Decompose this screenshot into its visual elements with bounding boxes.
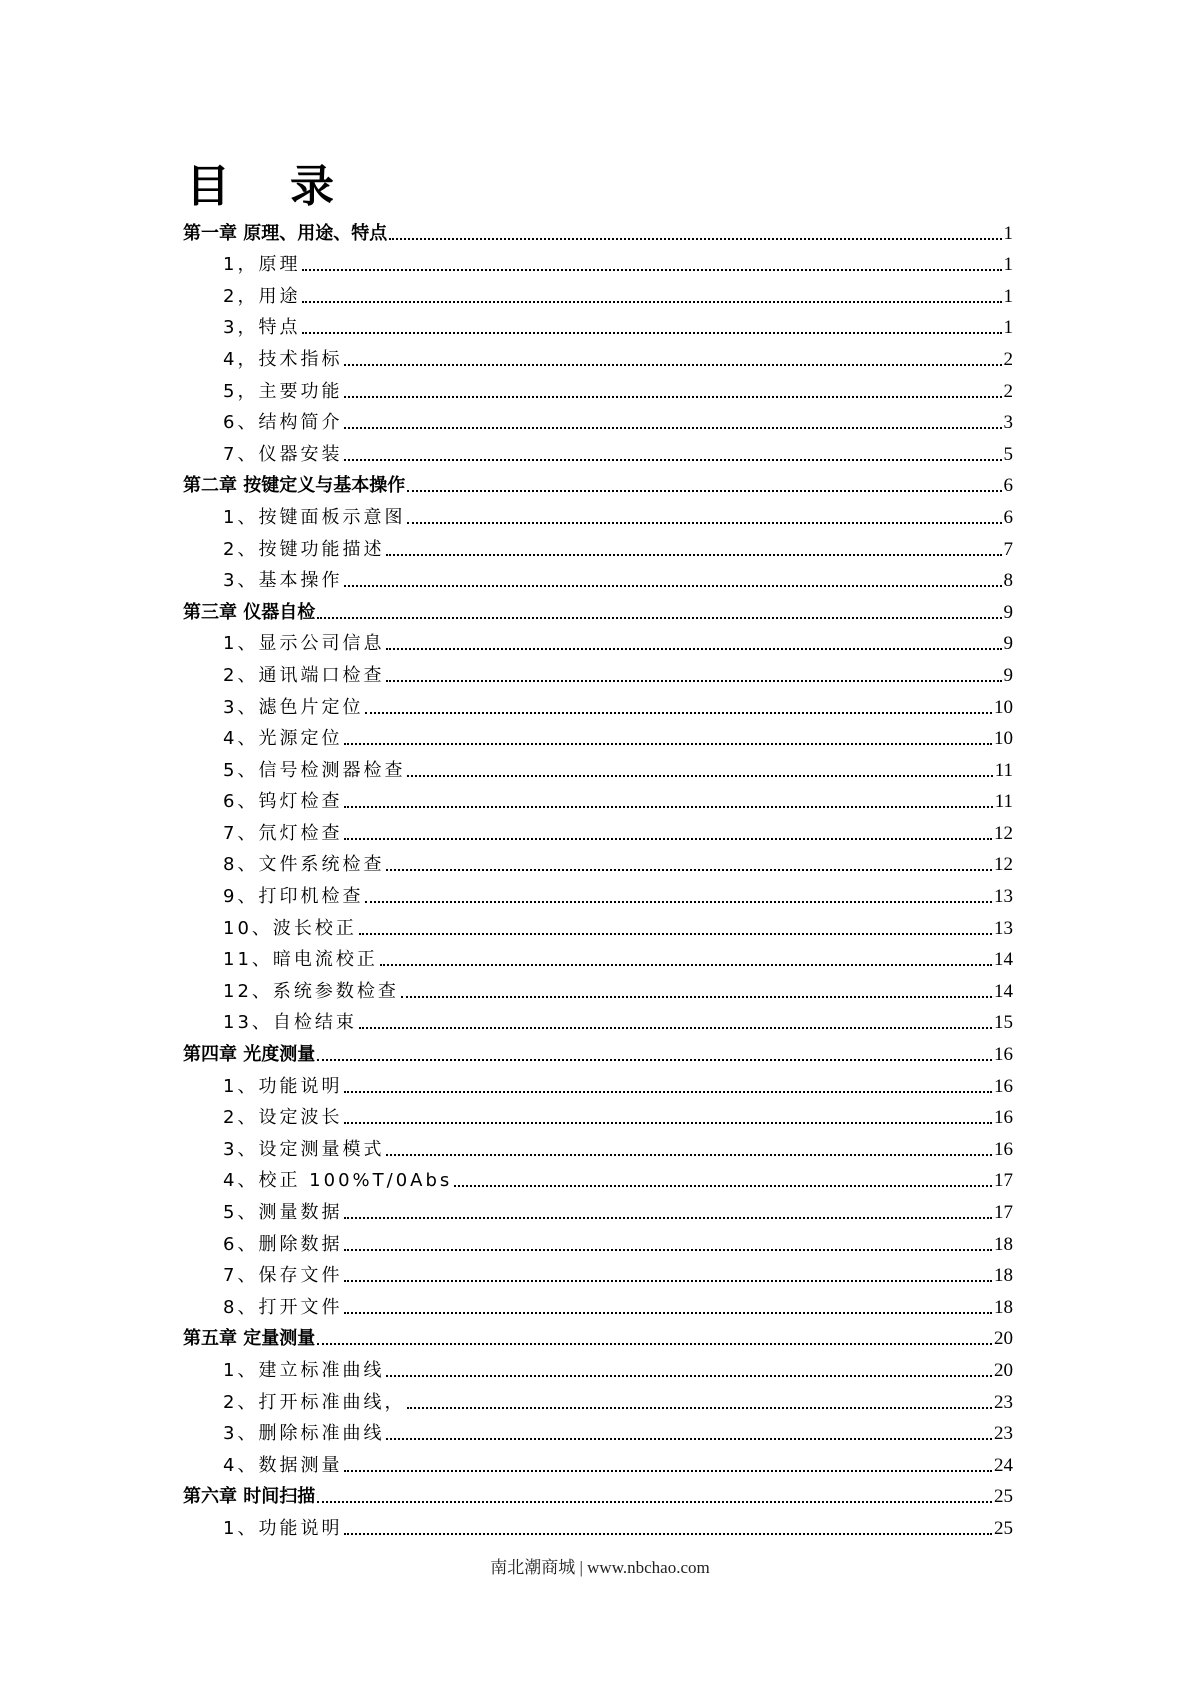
dot-leader bbox=[302, 301, 1001, 303]
toc-page-number: 6 bbox=[1003, 475, 1013, 497]
dot-leader bbox=[302, 332, 1001, 334]
toc-page-number: 13 bbox=[994, 917, 1013, 939]
title-char-1: 目 bbox=[186, 161, 230, 212]
toc-section-entry[interactable] bbox=[183, 276, 1013, 308]
toc-entry-label: 10、波长校正 bbox=[223, 917, 357, 939]
dot-leader bbox=[407, 1407, 992, 1409]
toc-page-number: 17 bbox=[994, 1170, 1013, 1192]
toc-section-entry[interactable] bbox=[183, 1161, 1013, 1193]
toc-entry-label: 13、自检结束 bbox=[223, 1012, 357, 1034]
toc-entry-label: 5、测量数据 bbox=[223, 1202, 343, 1223]
dot-leader bbox=[386, 554, 1001, 556]
footer-watermark: 南北潮商城 | www.nbchao.com bbox=[490, 1558, 710, 1577]
toc-entry-label: 7、氘灯检查 bbox=[223, 822, 343, 844]
toc-entry-label: 第三章 仪器自检 bbox=[183, 601, 316, 623]
dot-leader bbox=[386, 1375, 992, 1377]
toc-page-number: 2 bbox=[1003, 380, 1013, 402]
toc-section-entry[interactable] bbox=[183, 1256, 1013, 1288]
toc-page-number: 25 bbox=[994, 1517, 1013, 1539]
toc-page-number: 11 bbox=[994, 759, 1013, 781]
dot-leader bbox=[344, 427, 1001, 429]
toc-section-entry[interactable] bbox=[183, 434, 1013, 466]
toc-page-number: 1 bbox=[1003, 285, 1013, 307]
toc-section-entry[interactable] bbox=[183, 1445, 1013, 1477]
toc-entry-label: 6、删除数据 bbox=[223, 1233, 343, 1255]
dot-leader bbox=[407, 775, 992, 777]
toc-section-entry[interactable] bbox=[183, 403, 1013, 435]
toc-section-entry[interactable] bbox=[183, 1192, 1013, 1224]
dot-leader bbox=[344, 1312, 992, 1314]
toc-entry-label: 12、系统参数检查 bbox=[223, 980, 399, 1002]
toc-entry-label: 6、结构简介 bbox=[223, 412, 343, 434]
dot-leader bbox=[401, 996, 992, 998]
dot-leader bbox=[344, 838, 992, 840]
dot-leader bbox=[386, 680, 1001, 682]
dot-leader bbox=[359, 933, 992, 935]
table-of-contents bbox=[183, 213, 1013, 1540]
toc-page-number: 24 bbox=[994, 1454, 1013, 1476]
toc-page-number: 17 bbox=[994, 1202, 1013, 1223]
toc-page-number: 13 bbox=[994, 886, 1013, 908]
dot-leader bbox=[359, 1027, 992, 1029]
dot-leader bbox=[344, 1091, 992, 1093]
toc-entry-label: 5，主要功能 bbox=[223, 380, 343, 402]
toc-entry-label: 3、删除标准曲线 bbox=[223, 1423, 385, 1445]
toc-entry-label: 第四章 光度测量 bbox=[183, 1044, 316, 1066]
toc-entry-label: 3，特点 bbox=[223, 317, 301, 339]
toc-page-number: 10 bbox=[994, 728, 1013, 750]
toc-section-entry[interactable] bbox=[183, 1003, 1013, 1035]
dot-leader bbox=[317, 617, 1001, 619]
dot-leader bbox=[386, 869, 992, 871]
toc-page-number: 14 bbox=[994, 949, 1013, 971]
toc-page-number: 18 bbox=[994, 1296, 1013, 1318]
toc-section-entry[interactable] bbox=[183, 1414, 1013, 1446]
toc-page-number: 8 bbox=[1003, 570, 1013, 592]
dot-leader bbox=[344, 1122, 992, 1124]
title-char-2: 录 bbox=[290, 161, 334, 212]
toc-section-entry[interactable] bbox=[183, 1508, 1013, 1540]
toc-entry-label: 1、建立标准曲线 bbox=[223, 1359, 385, 1381]
dot-leader bbox=[344, 1280, 992, 1282]
toc-section-entry[interactable] bbox=[183, 529, 1013, 561]
toc-entry-label: 5、信号检测器检查 bbox=[223, 759, 406, 781]
toc-section-entry[interactable] bbox=[183, 1098, 1013, 1130]
toc-page-number: 1 bbox=[1003, 254, 1013, 276]
toc-page-number: 16 bbox=[994, 1107, 1013, 1129]
page-title bbox=[186, 150, 334, 214]
toc-entry-label: 1、按键面板示意图 bbox=[223, 506, 406, 528]
toc-section-entry[interactable] bbox=[183, 1350, 1013, 1382]
toc-page-number: 9 bbox=[1003, 633, 1013, 655]
toc-page-number: 18 bbox=[994, 1265, 1013, 1287]
toc-section-entry[interactable] bbox=[183, 1382, 1013, 1414]
toc-chapter-entry[interactable] bbox=[183, 213, 1013, 245]
dot-leader bbox=[365, 712, 992, 714]
toc-entry-label: 9、打印机检查 bbox=[223, 886, 364, 908]
toc-entry-label: 第五章 定量测量 bbox=[183, 1328, 316, 1350]
dot-leader bbox=[407, 490, 1001, 492]
toc-entry-label: 1，原理 bbox=[223, 254, 301, 276]
toc-section-entry[interactable] bbox=[183, 687, 1013, 719]
toc-section-entry[interactable] bbox=[183, 719, 1013, 751]
toc-page-number: 7 bbox=[1003, 538, 1013, 560]
toc-section-entry[interactable] bbox=[183, 308, 1013, 340]
toc-section-entry[interactable] bbox=[183, 813, 1013, 845]
toc-entry-label: 2、打开标准曲线， bbox=[223, 1391, 406, 1413]
toc-page-number: 18 bbox=[994, 1233, 1013, 1255]
toc-section-entry[interactable] bbox=[183, 655, 1013, 687]
toc-section-entry[interactable] bbox=[183, 1287, 1013, 1319]
dot-leader bbox=[386, 648, 1001, 650]
toc-entry-label: 3、设定测量模式 bbox=[223, 1138, 385, 1160]
dot-leader bbox=[317, 1059, 992, 1061]
dot-leader bbox=[344, 1249, 992, 1251]
toc-page-number: 20 bbox=[994, 1328, 1013, 1350]
toc-section-entry[interactable] bbox=[183, 971, 1013, 1003]
toc-entry-label: 1、功能说明 bbox=[223, 1075, 343, 1097]
toc-entry-label: 4、数据测量 bbox=[223, 1454, 343, 1476]
toc-section-entry[interactable] bbox=[183, 1066, 1013, 1098]
dot-leader bbox=[344, 1217, 992, 1219]
dot-leader bbox=[344, 806, 992, 808]
toc-chapter-entry[interactable] bbox=[183, 592, 1013, 624]
dot-leader bbox=[317, 1343, 992, 1345]
toc-entry-label: 第六章 时间扫描 bbox=[183, 1486, 316, 1508]
toc-section-entry[interactable] bbox=[183, 339, 1013, 371]
dot-leader bbox=[344, 1533, 992, 1535]
toc-entry-label: 第一章 原理、用途、特点 bbox=[183, 222, 388, 244]
toc-section-entry[interactable] bbox=[183, 497, 1013, 529]
toc-page-number: 5 bbox=[1003, 443, 1013, 465]
toc-chapter-entry[interactable] bbox=[183, 1319, 1013, 1351]
toc-chapter-entry[interactable] bbox=[183, 466, 1013, 498]
toc-entry-label: 2，用途 bbox=[223, 285, 301, 307]
toc-page-number: 14 bbox=[994, 980, 1013, 1002]
dot-leader bbox=[344, 743, 992, 745]
toc-page-number: 9 bbox=[1003, 664, 1013, 686]
toc-chapter-entry[interactable] bbox=[183, 1477, 1013, 1509]
toc-entry-label: 8、文件系统检查 bbox=[223, 854, 385, 876]
toc-entry-label: 2、通讯端口检查 bbox=[223, 664, 385, 686]
toc-entry-label: 7、保存文件 bbox=[223, 1265, 343, 1287]
dot-leader bbox=[407, 522, 1001, 524]
toc-section-entry[interactable] bbox=[183, 245, 1013, 277]
toc-page-number: 3 bbox=[1003, 412, 1013, 434]
toc-page-number: 11 bbox=[994, 791, 1013, 813]
dot-leader bbox=[386, 1154, 992, 1156]
dot-leader bbox=[344, 396, 1001, 398]
toc-page-number: 2 bbox=[1003, 348, 1013, 370]
toc-page-number: 12 bbox=[994, 854, 1013, 876]
dot-leader bbox=[344, 585, 1001, 587]
toc-entry-label: 8、打开文件 bbox=[223, 1296, 343, 1318]
dot-leader bbox=[386, 1438, 992, 1440]
toc-entry-label: 4、光源定位 bbox=[223, 728, 343, 750]
toc-section-entry[interactable] bbox=[183, 845, 1013, 877]
toc-page-number: 1 bbox=[1003, 222, 1013, 244]
toc-entry-label: 第二章 按键定义与基本操作 bbox=[183, 475, 406, 497]
toc-page-number: 23 bbox=[994, 1391, 1013, 1413]
toc-entry-label: 3、滤色片定位 bbox=[223, 696, 364, 718]
toc-entry-label: 4、校正 100%T/0Abs bbox=[223, 1170, 453, 1192]
toc-chapter-entry[interactable] bbox=[183, 1034, 1013, 1066]
toc-page-number: 16 bbox=[994, 1075, 1013, 1097]
dot-leader bbox=[344, 459, 1001, 461]
dot-leader bbox=[389, 238, 1001, 240]
toc-entry-label: 6、钨灯检查 bbox=[223, 791, 343, 813]
toc-section-entry[interactable] bbox=[183, 371, 1013, 403]
dot-leader bbox=[317, 1501, 992, 1503]
toc-section-entry[interactable] bbox=[183, 940, 1013, 972]
toc-page-number: 25 bbox=[994, 1486, 1013, 1508]
toc-section-entry[interactable] bbox=[183, 876, 1013, 908]
toc-section-entry[interactable] bbox=[183, 1224, 1013, 1256]
toc-page-number: 10 bbox=[994, 696, 1013, 718]
toc-section-entry[interactable] bbox=[183, 750, 1013, 782]
dot-leader bbox=[454, 1185, 992, 1187]
toc-entry-label: 11、暗电流校正 bbox=[223, 949, 378, 971]
toc-entry-label: 1、显示公司信息 bbox=[223, 633, 385, 655]
toc-page-number: 9 bbox=[1003, 601, 1013, 623]
toc-section-entry[interactable] bbox=[183, 782, 1013, 814]
dot-leader bbox=[344, 364, 1001, 366]
toc-entry-label: 3、基本操作 bbox=[223, 570, 343, 592]
toc-section-entry[interactable] bbox=[183, 561, 1013, 593]
toc-page-number: 15 bbox=[994, 1012, 1013, 1034]
toc-section-entry[interactable] bbox=[183, 1129, 1013, 1161]
toc-page-number: 16 bbox=[994, 1138, 1013, 1160]
dot-leader bbox=[344, 1470, 992, 1472]
toc-page-number: 1 bbox=[1003, 317, 1013, 339]
toc-page-number: 20 bbox=[994, 1359, 1013, 1381]
dot-leader bbox=[302, 269, 1001, 271]
toc-entry-label: 2、按键功能描述 bbox=[223, 538, 385, 560]
toc-page-number: 16 bbox=[994, 1044, 1013, 1066]
toc-entry-label: 7、仪器安装 bbox=[223, 443, 343, 465]
toc-page-number: 12 bbox=[994, 822, 1013, 844]
toc-entry-label: 1、功能说明 bbox=[223, 1517, 343, 1539]
toc-section-entry[interactable] bbox=[183, 624, 1013, 656]
toc-page-number: 23 bbox=[994, 1423, 1013, 1445]
toc-page-number: 6 bbox=[1003, 506, 1013, 528]
toc-section-entry[interactable] bbox=[183, 908, 1013, 940]
toc-entry-label: 4，技术指标 bbox=[223, 348, 343, 370]
dot-leader bbox=[380, 964, 992, 966]
dot-leader bbox=[365, 901, 992, 903]
toc-entry-label: 2、设定波长 bbox=[223, 1107, 343, 1129]
